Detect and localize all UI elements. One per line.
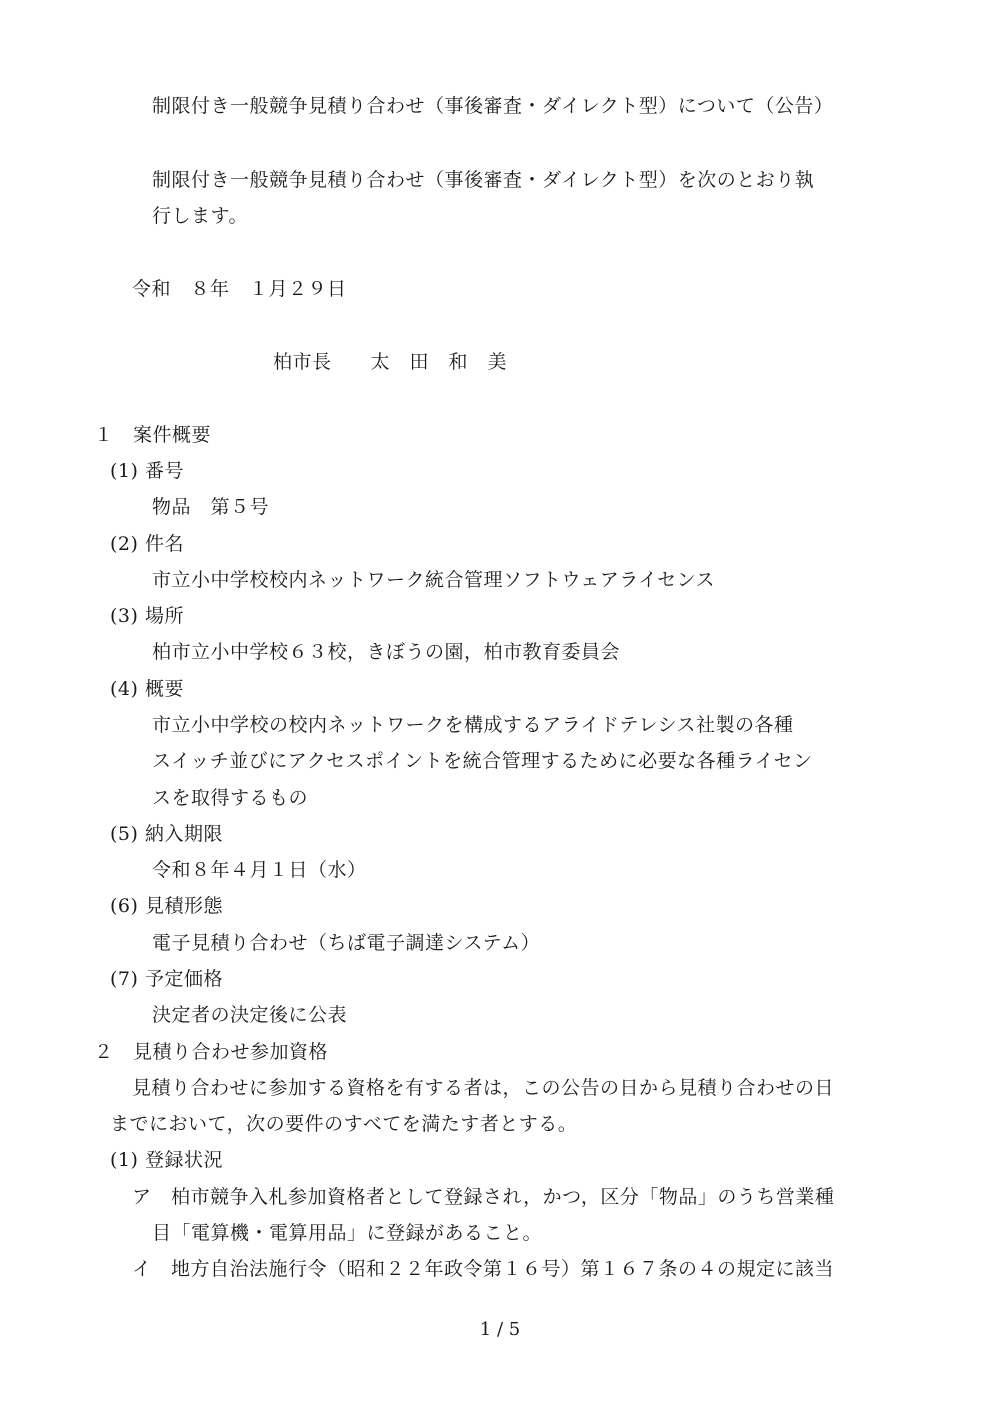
item-price-label: (7) 予定価格: [110, 968, 223, 990]
item-overview-line-1: 市立小中学校の校内ネットワークを構成するアライドテレシス社製の各種: [152, 714, 794, 736]
item-delivery-label: (5) 納入期限: [110, 823, 223, 845]
item-i-line-1: イ 地方自治法施行令（昭和２２年政令第１６号）第１６７条の４の規定に該当: [132, 1258, 835, 1280]
item-number-value: 物品 第５号: [152, 496, 270, 518]
section-2-intro-line-2: までにおいて，次の要件のすべてを満たす者とする。: [110, 1113, 578, 1135]
page-number: 1 / 5: [479, 1319, 521, 1340]
item-location-label: (3) 場所: [110, 605, 184, 627]
item-overview-line-3: スを取得するもの: [152, 787, 309, 809]
item-overview-line-2: スイッチ並びにアクセスポイントを統合管理するために必要な各種ライセン: [152, 750, 813, 772]
intro-line-2: 行します。: [152, 205, 248, 227]
section-1-heading: １ 案件概要: [94, 424, 212, 446]
item-estimate-format-label: (6) 見積形態: [110, 895, 223, 917]
item-price-value: 決定者の決定後に公表: [152, 1004, 348, 1026]
item-number-label: (1) 番号: [110, 460, 184, 482]
section-2-intro-line-1: 見積り合わせに参加する資格を有する者は，この公告の日から見積り合わせの日: [132, 1077, 835, 1099]
item-a-line-2: 目「電算機・電算用品」に登録があること。: [152, 1222, 543, 1244]
item-delivery-value: 令和８年４月１日（水）: [152, 859, 367, 881]
announcement-date: 令和 ８年 １月２９日: [132, 278, 347, 300]
item-a-line-1: ア 柏市競争入札参加資格者として登録され，かつ，区分「物品」のうち営業種: [132, 1186, 835, 1208]
document-title: 制限付き一般競争見積り合わせ（事後審査・ダイレクト型）について（公告）: [152, 95, 834, 117]
item-overview-label: (4) 概要: [110, 678, 184, 700]
section-2-heading: ２ 見積り合わせ参加資格: [94, 1041, 329, 1063]
issuer-name: 柏市長 太 田 和 美: [273, 351, 508, 373]
item-estimate-format-value: 電子見積り合わせ（ちば電子調達システム）: [152, 932, 541, 954]
registration-status-label: (1) 登録状況: [110, 1149, 223, 1171]
item-location-value: 柏市立小中学校６３校，きぼうの園，柏市教育委員会: [152, 641, 621, 663]
item-subject-label: (2) 件名: [110, 533, 184, 555]
item-subject-value: 市立小中学校校内ネットワーク統合管理ソフトウェアライセンス: [152, 569, 716, 591]
intro-line-1: 制限付き一般競争見積り合わせ（事後審査・ダイレクト型）を次のとおり執: [152, 169, 815, 191]
